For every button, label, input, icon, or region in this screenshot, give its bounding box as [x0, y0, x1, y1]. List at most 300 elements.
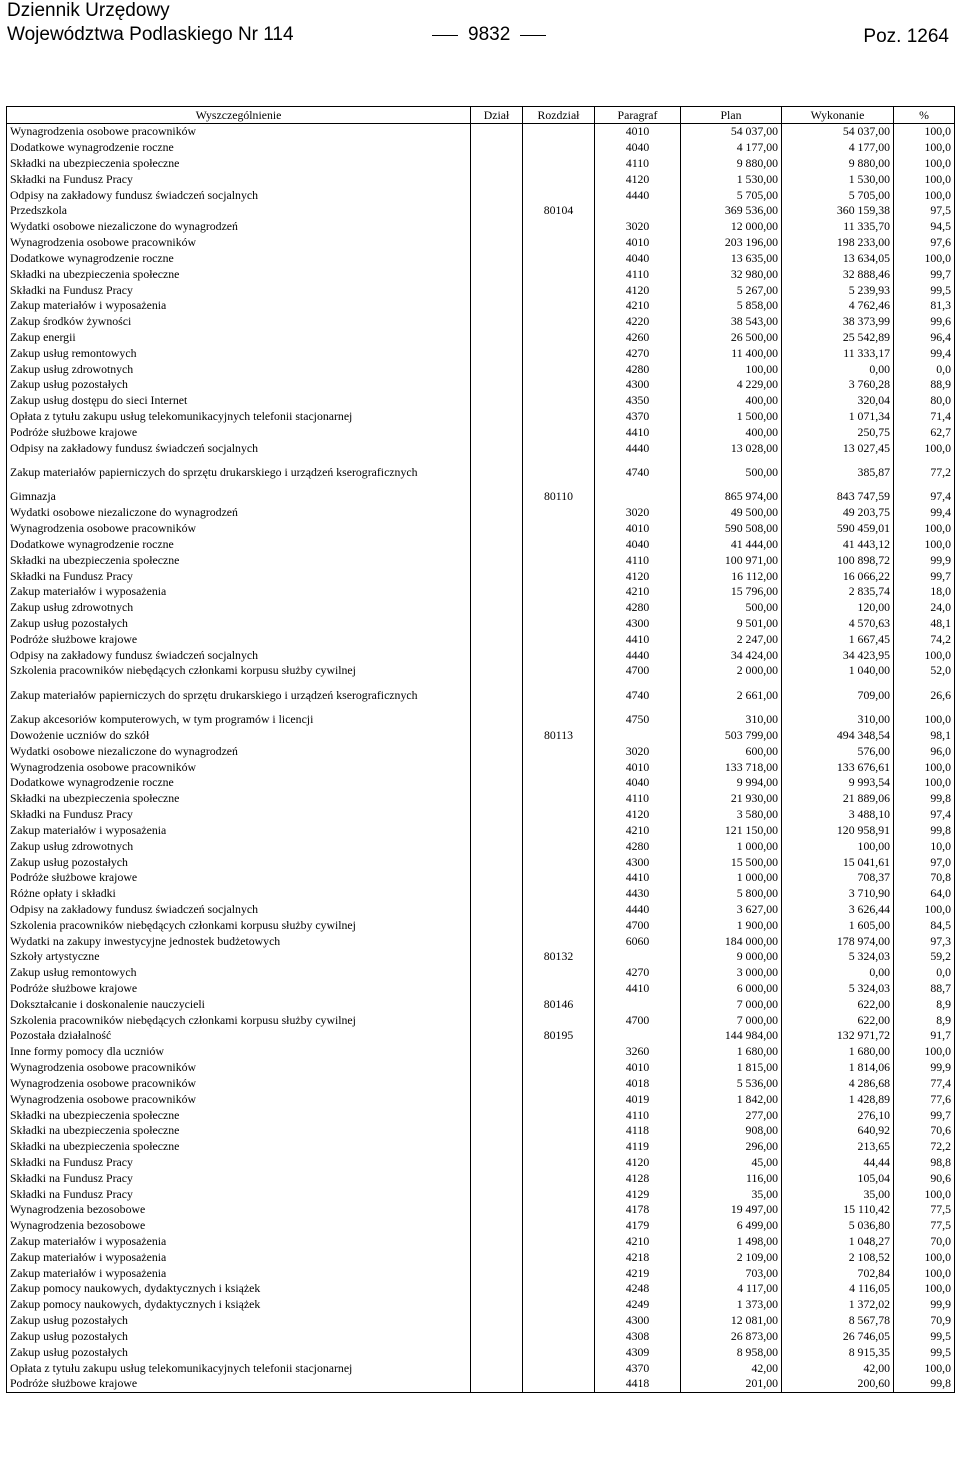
cell-plan: 13 635,00	[681, 251, 782, 267]
cell-section	[471, 933, 523, 949]
cell-description: Składki na ubezpieczenia społeczne	[7, 266, 471, 282]
cell-plan: 1 000,00	[681, 838, 782, 854]
cell-plan: 1 842,00	[681, 1091, 782, 1107]
cell-description: Wynagrodzenia osobowe pracowników	[7, 1060, 471, 1076]
table-row	[7, 902, 955, 918]
cell-description: Zakup usług pozostałych	[7, 854, 471, 870]
cell-paragraph: 4300	[595, 616, 681, 632]
cell-plan: 133 718,00	[681, 759, 782, 775]
cell-execution: 54 037,00	[782, 124, 894, 140]
cell-percent: 71,4	[894, 409, 955, 425]
cell-plan: 5 536,00	[681, 1076, 782, 1092]
cell-section	[471, 345, 523, 361]
cell-percent: 100,0	[894, 759, 955, 775]
cell-paragraph: 4120	[595, 1155, 681, 1171]
cell-chapter	[523, 1044, 595, 1060]
cell-execution: 3 488,10	[782, 807, 894, 823]
cell-section	[471, 1202, 523, 1218]
cell-execution: 8 915,35	[782, 1344, 894, 1360]
cell-execution: 15 110,42	[782, 1202, 894, 1218]
cell-percent: 97,4	[894, 489, 955, 505]
cell-description: Składki na Fundusz Pracy	[7, 1186, 471, 1202]
cell-section	[471, 616, 523, 632]
cell-chapter	[523, 1139, 595, 1155]
cell-execution: 132 971,72	[782, 1028, 894, 1044]
cell-paragraph: 4110	[595, 266, 681, 282]
cell-section	[471, 965, 523, 981]
cell-execution: 622,00	[782, 1012, 894, 1028]
cell-execution: 178 974,00	[782, 933, 894, 949]
table-row	[7, 552, 955, 568]
cell-percent: 72,2	[894, 1139, 955, 1155]
cell-plan: 34 424,00	[681, 647, 782, 663]
cell-description: Opłata z tytułu zakupu usług telekomunikacyjnych telefonii stacjonarnej	[7, 1360, 471, 1376]
cell-percent: 88,9	[894, 377, 955, 393]
cell-percent: 48,1	[894, 616, 955, 632]
cell-chapter	[523, 251, 595, 267]
cell-chapter	[523, 456, 595, 489]
cell-percent: 100,0	[894, 521, 955, 537]
cell-description: Podróże służbowe krajowe	[7, 424, 471, 440]
table-row	[7, 965, 955, 981]
cell-description: Składki na ubezpieczenia społeczne	[7, 1107, 471, 1123]
cell-section	[471, 266, 523, 282]
cell-section	[471, 1360, 523, 1376]
position-number: Poz. 1264	[863, 26, 949, 47]
cell-section	[471, 1155, 523, 1171]
cell-plan: 1 900,00	[681, 917, 782, 933]
cell-percent: 91,7	[894, 1028, 955, 1044]
cell-description: Składki na Fundusz Pracy	[7, 807, 471, 823]
cell-plan: 600,00	[681, 743, 782, 759]
cell-section	[471, 870, 523, 886]
cell-plan: 2 000,00	[681, 663, 782, 679]
cell-description: Zakup usług pozostałych	[7, 1344, 471, 1360]
cell-paragraph: 4430	[595, 886, 681, 902]
cell-percent: 100,0	[894, 902, 955, 918]
cell-description: Zakup materiałów papierniczych do sprzętu drukarskiego i urządzeń kserograficznych	[7, 679, 471, 712]
cell-section	[471, 791, 523, 807]
cell-execution: 5 324,03	[782, 949, 894, 965]
table-row	[7, 1297, 955, 1313]
cell-chapter	[523, 743, 595, 759]
cell-execution: 35,00	[782, 1186, 894, 1202]
cell-description: Składki na ubezpieczenia społeczne	[7, 156, 471, 172]
cell-section	[471, 775, 523, 791]
table-row	[7, 1265, 955, 1281]
table-row	[7, 251, 955, 267]
cell-section	[471, 1012, 523, 1028]
table-row	[7, 1376, 955, 1392]
cell-chapter	[523, 1186, 595, 1202]
cell-execution: 3 760,28	[782, 377, 894, 393]
cell-execution: 590 459,01	[782, 521, 894, 537]
cell-chapter	[523, 1076, 595, 1092]
cell-plan: 9 880,00	[681, 156, 782, 172]
cell-chapter	[523, 631, 595, 647]
table-row	[7, 712, 955, 728]
cell-execution: 49 203,75	[782, 505, 894, 521]
cell-plan: 9 501,00	[681, 616, 782, 632]
cell-execution: 25 542,89	[782, 330, 894, 346]
table-row	[7, 171, 955, 187]
cell-chapter	[523, 521, 595, 537]
cell-description: Składki na Fundusz Pracy	[7, 171, 471, 187]
cell-section	[471, 187, 523, 203]
cell-chapter	[523, 282, 595, 298]
cell-paragraph: 4440	[595, 440, 681, 456]
cell-paragraph: 4040	[595, 775, 681, 791]
cell-percent: 77,5	[894, 1202, 955, 1218]
cell-percent: 100,0	[894, 647, 955, 663]
cell-chapter	[523, 870, 595, 886]
table-row	[7, 854, 955, 870]
cell-description: Składki na Fundusz Pracy	[7, 1155, 471, 1171]
cell-paragraph: 4128	[595, 1170, 681, 1186]
table-row	[7, 124, 955, 140]
col-header-section: Dział	[471, 107, 523, 124]
cell-execution: 843 747,59	[782, 489, 894, 505]
cell-execution: 213,65	[782, 1139, 894, 1155]
cell-section	[471, 981, 523, 997]
table-row	[7, 1313, 955, 1329]
cell-section	[471, 235, 523, 251]
cell-section	[471, 584, 523, 600]
cell-description: Odpisy na zakładowy fundusz świadczeń socjalnych	[7, 440, 471, 456]
cell-section	[471, 838, 523, 854]
table-row	[7, 330, 955, 346]
cell-section	[471, 1060, 523, 1076]
cell-section	[471, 1123, 523, 1139]
cell-section	[471, 759, 523, 775]
cell-plan: 3 000,00	[681, 965, 782, 981]
cell-execution: 11 333,17	[782, 345, 894, 361]
cell-description: Szkoły artystyczne	[7, 949, 471, 965]
cell-paragraph: 4300	[595, 377, 681, 393]
cell-description: Zakup materiałów i wyposażenia	[7, 1234, 471, 1250]
cell-description: Zakup materiałów i wyposażenia	[7, 1265, 471, 1281]
cell-plan: 2 661,00	[681, 679, 782, 712]
cell-chapter	[523, 902, 595, 918]
cell-execution: 1 040,00	[782, 663, 894, 679]
cell-description: Zakup materiałów i wyposażenia	[7, 1249, 471, 1265]
cell-execution: 8 567,78	[782, 1313, 894, 1329]
cell-chapter	[523, 712, 595, 728]
cell-paragraph	[595, 203, 681, 219]
cell-execution: 13 027,45	[782, 440, 894, 456]
cell-percent: 100,0	[894, 712, 955, 728]
cell-execution: 1 605,00	[782, 917, 894, 933]
cell-percent: 99,8	[894, 1376, 955, 1392]
cell-plan: 6 499,00	[681, 1218, 782, 1234]
cell-plan: 5 705,00	[681, 187, 782, 203]
cell-percent: 100,0	[894, 140, 955, 156]
table-row	[7, 568, 955, 584]
cell-percent: 100,0	[894, 171, 955, 187]
cell-execution: 26 746,05	[782, 1329, 894, 1345]
table-row	[7, 1060, 955, 1076]
cell-description: Wydatki osobowe niezaliczone do wynagrodzeń	[7, 505, 471, 521]
cell-section	[471, 712, 523, 728]
cell-chapter	[523, 377, 595, 393]
cell-percent: 80,0	[894, 393, 955, 409]
cell-percent: 97,5	[894, 203, 955, 219]
cell-description: Dodatkowe wynagrodzenie roczne	[7, 251, 471, 267]
cell-chapter	[523, 124, 595, 140]
table-row	[7, 537, 955, 553]
cell-paragraph: 4440	[595, 902, 681, 918]
cell-section	[471, 1139, 523, 1155]
cell-chapter	[523, 1376, 595, 1392]
cell-description: Przedszkola	[7, 203, 471, 219]
cell-percent: 99,9	[894, 552, 955, 568]
cell-execution: 11 335,70	[782, 219, 894, 235]
cell-paragraph: 4120	[595, 807, 681, 823]
cell-percent: 77,2	[894, 456, 955, 489]
cell-execution: 276,10	[782, 1107, 894, 1123]
journal-issue: Województwa Podlaskiego Nr 114	[7, 24, 294, 45]
cell-paragraph: 4110	[595, 156, 681, 172]
col-header-paragraph: Paragraf	[595, 107, 681, 124]
cell-chapter	[523, 1107, 595, 1123]
cell-plan: 15 500,00	[681, 854, 782, 870]
cell-chapter	[523, 552, 595, 568]
cell-plan: 116,00	[681, 1170, 782, 1186]
cell-section	[471, 393, 523, 409]
table-header-row	[7, 107, 955, 124]
cell-chapter	[523, 171, 595, 187]
cell-paragraph: 4440	[595, 187, 681, 203]
cell-description: Szkolenia pracowników niebędących członkami korpusu służby cywilnej	[7, 917, 471, 933]
cell-plan: 121 150,00	[681, 823, 782, 839]
cell-paragraph: 4220	[595, 314, 681, 330]
cell-section	[471, 298, 523, 314]
cell-chapter	[523, 616, 595, 632]
cell-chapter	[523, 933, 595, 949]
cell-chapter	[523, 1297, 595, 1313]
cell-paragraph: 4119	[595, 1139, 681, 1155]
cell-description: Zakup materiałów i wyposażenia	[7, 298, 471, 314]
cell-paragraph: 4248	[595, 1281, 681, 1297]
cell-section	[471, 1281, 523, 1297]
cell-execution: 3 626,44	[782, 902, 894, 918]
table-row	[7, 823, 955, 839]
cell-plan: 9 000,00	[681, 949, 782, 965]
table-row	[7, 886, 955, 902]
cell-description: Dodatkowe wynagrodzenie roczne	[7, 140, 471, 156]
cell-plan: 49 500,00	[681, 505, 782, 521]
cell-chapter	[523, 1155, 595, 1171]
cell-execution: 2 108,52	[782, 1249, 894, 1265]
table-row	[7, 1218, 955, 1234]
cell-chapter	[523, 424, 595, 440]
cell-paragraph: 4740	[595, 456, 681, 489]
cell-section	[471, 219, 523, 235]
col-header-execution: Wykonanie	[782, 107, 894, 124]
cell-plan: 38 543,00	[681, 314, 782, 330]
cell-execution: 1 814,06	[782, 1060, 894, 1076]
cell-plan: 590 508,00	[681, 521, 782, 537]
cell-execution: 385,87	[782, 456, 894, 489]
cell-percent: 98,1	[894, 728, 955, 744]
table-row	[7, 679, 955, 712]
cell-plan: 45,00	[681, 1155, 782, 1171]
cell-paragraph: 3020	[595, 743, 681, 759]
cell-execution: 4 286,68	[782, 1076, 894, 1092]
cell-paragraph: 4280	[595, 838, 681, 854]
table-row	[7, 791, 955, 807]
cell-execution: 9 993,54	[782, 775, 894, 791]
cell-section	[471, 456, 523, 489]
cell-chapter	[523, 1329, 595, 1345]
cell-percent: 52,0	[894, 663, 955, 679]
cell-paragraph: 4740	[595, 679, 681, 712]
cell-execution: 15 041,61	[782, 854, 894, 870]
cell-chapter: 80113	[523, 728, 595, 744]
cell-description: Zakup materiałów i wyposażenia	[7, 823, 471, 839]
cell-description: Dowożenie uczniów do szkół	[7, 728, 471, 744]
cell-section	[471, 949, 523, 965]
cell-percent: 0,0	[894, 965, 955, 981]
cell-percent: 70,8	[894, 870, 955, 886]
cell-description: Gimnazja	[7, 489, 471, 505]
cell-execution: 702,84	[782, 1265, 894, 1281]
cell-chapter: 80132	[523, 949, 595, 965]
cell-description: Wydatki osobowe niezaliczone do wynagrodzeń	[7, 219, 471, 235]
table-row	[7, 1360, 955, 1376]
cell-description: Wydatki osobowe niezaliczone do wynagrodzeń	[7, 743, 471, 759]
cell-paragraph: 4440	[595, 647, 681, 663]
table-row	[7, 663, 955, 679]
cell-paragraph	[595, 1028, 681, 1044]
table-row	[7, 505, 955, 521]
cell-percent: 59,2	[894, 949, 955, 965]
table-row	[7, 775, 955, 791]
cell-section	[471, 743, 523, 759]
table-row	[7, 345, 955, 361]
cell-execution: 1 071,34	[782, 409, 894, 425]
cell-section	[471, 537, 523, 553]
cell-plan: 500,00	[681, 600, 782, 616]
cell-section	[471, 489, 523, 505]
cell-percent: 77,4	[894, 1076, 955, 1092]
cell-description: Zakup pomocy naukowych, dydaktycznych i książek	[7, 1297, 471, 1313]
cell-plan: 500,00	[681, 456, 782, 489]
cell-chapter	[523, 440, 595, 456]
cell-percent: 100,0	[894, 187, 955, 203]
cell-chapter	[523, 393, 595, 409]
cell-plan: 296,00	[681, 1139, 782, 1155]
cell-paragraph: 4010	[595, 521, 681, 537]
cell-percent: 99,4	[894, 345, 955, 361]
cell-execution: 16 066,22	[782, 568, 894, 584]
cell-description: Wydatki na zakupy inwestycyjne jednostek budżetowych	[7, 933, 471, 949]
cell-description: Zakup usług zdrowotnych	[7, 600, 471, 616]
cell-section	[471, 282, 523, 298]
cell-description: Szkolenia pracowników niebędących członkami korpusu służby cywilnej	[7, 663, 471, 679]
cell-section	[471, 1249, 523, 1265]
cell-chapter	[523, 537, 595, 553]
col-header-percent: %	[894, 107, 955, 124]
cell-section	[471, 505, 523, 521]
cell-percent: 97,0	[894, 854, 955, 870]
cell-paragraph: 4370	[595, 409, 681, 425]
cell-description: Składki na Fundusz Pracy	[7, 282, 471, 298]
cell-description: Zakup usług pozostałych	[7, 1329, 471, 1345]
cell-section	[471, 1313, 523, 1329]
cell-paragraph: 4118	[595, 1123, 681, 1139]
table-row	[7, 1044, 955, 1060]
table-row	[7, 1107, 955, 1123]
cell-plan: 54 037,00	[681, 124, 782, 140]
cell-plan: 1 000,00	[681, 870, 782, 886]
table-row	[7, 1091, 955, 1107]
cell-section	[471, 1076, 523, 1092]
table-row	[7, 489, 955, 505]
cell-execution: 1 530,00	[782, 171, 894, 187]
cell-percent: 10,0	[894, 838, 955, 854]
cell-section	[471, 807, 523, 823]
table-row	[7, 156, 955, 172]
cell-description: Podróże służbowe krajowe	[7, 870, 471, 886]
cell-description: Zakup materiałów papierniczych do sprzętu drukarskiego i urządzeń kserograficznych	[7, 456, 471, 489]
table-row	[7, 314, 955, 330]
cell-percent: 88,7	[894, 981, 955, 997]
cell-chapter	[523, 1060, 595, 1076]
table-row	[7, 424, 955, 440]
cell-percent: 99,8	[894, 823, 955, 839]
cell-chapter	[523, 759, 595, 775]
cell-chapter	[523, 140, 595, 156]
cell-execution: 200,60	[782, 1376, 894, 1392]
cell-plan: 2 247,00	[681, 631, 782, 647]
table-row	[7, 1155, 955, 1171]
cell-chapter	[523, 679, 595, 712]
cell-percent: 81,3	[894, 298, 955, 314]
cell-paragraph: 4120	[595, 568, 681, 584]
cell-chapter	[523, 807, 595, 823]
cell-execution: 13 634,05	[782, 251, 894, 267]
cell-paragraph: 4040	[595, 140, 681, 156]
cell-paragraph: 4040	[595, 251, 681, 267]
cell-section	[471, 663, 523, 679]
cell-plan: 503 799,00	[681, 728, 782, 744]
table-row	[7, 187, 955, 203]
cell-plan: 42,00	[681, 1360, 782, 1376]
cell-chapter	[523, 1123, 595, 1139]
cell-section	[471, 647, 523, 663]
cell-chapter	[523, 1265, 595, 1281]
page-number: 9832	[468, 24, 511, 45]
cell-plan: 8 958,00	[681, 1344, 782, 1360]
cell-section	[471, 1344, 523, 1360]
cell-description: Wynagrodzenia osobowe pracowników	[7, 521, 471, 537]
cell-paragraph: 3020	[595, 505, 681, 521]
cell-section	[471, 424, 523, 440]
cell-paragraph: 4270	[595, 965, 681, 981]
table-row	[7, 870, 955, 886]
cell-chapter	[523, 1202, 595, 1218]
cell-plan: 5 858,00	[681, 298, 782, 314]
table-row	[7, 1249, 955, 1265]
table-row	[7, 600, 955, 616]
cell-execution: 1 428,89	[782, 1091, 894, 1107]
cell-description: Zakup energii	[7, 330, 471, 346]
cell-paragraph: 4700	[595, 917, 681, 933]
cell-chapter: 80104	[523, 203, 595, 219]
cell-paragraph: 4120	[595, 282, 681, 298]
cell-percent: 98,8	[894, 1155, 955, 1171]
